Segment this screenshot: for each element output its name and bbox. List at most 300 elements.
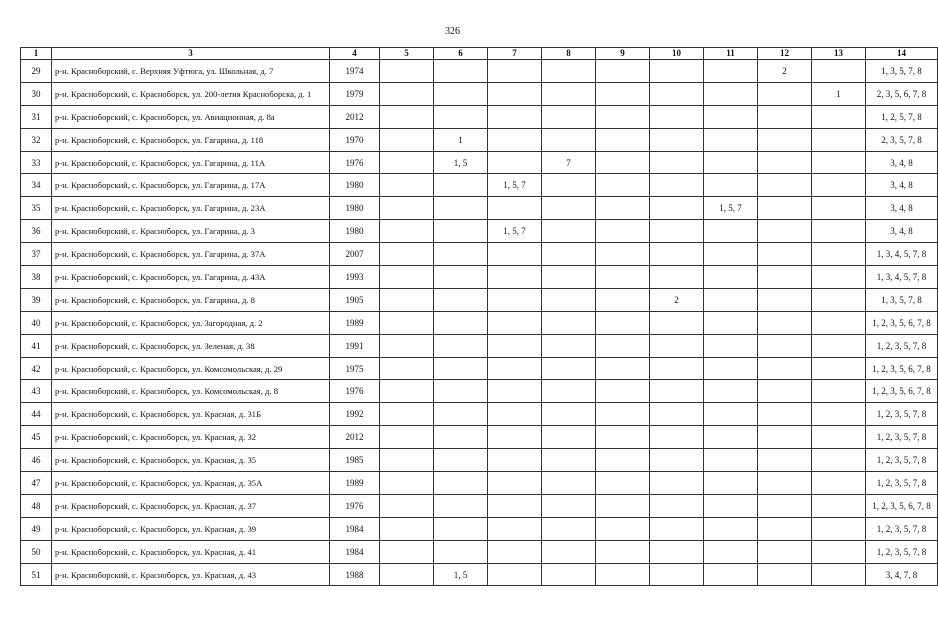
table-row (21, 426, 938, 449)
column-header: 3 (52, 48, 330, 60)
column-14-cell: 1, 2, 3, 5, 6, 7, 8 (866, 357, 938, 380)
column-12-cell (758, 334, 812, 357)
column-9-cell (596, 174, 650, 197)
column-13-cell (812, 60, 866, 83)
column-12-cell (758, 517, 812, 540)
column-9-cell (596, 449, 650, 472)
column-11-cell (704, 82, 758, 105)
row-number-cell: 46 (21, 449, 52, 472)
column-8-cell (542, 494, 596, 517)
column-9-cell (596, 403, 650, 426)
column-7-cell (488, 197, 542, 220)
column-10-cell (650, 403, 704, 426)
column-13-cell (812, 105, 866, 128)
column-6-cell (434, 494, 488, 517)
column-7-cell (488, 334, 542, 357)
column-header: 10 (650, 48, 704, 60)
column-11-cell (704, 128, 758, 151)
column-6-cell (434, 266, 488, 289)
column-6-cell: 1, 5 (434, 563, 488, 586)
address-cell: р-н. Красноборский, с. Красноборск, ул. Красная, д. 41 (52, 540, 330, 563)
year-cell: 1970 (330, 128, 380, 151)
column-13-cell (812, 128, 866, 151)
column-7-cell (488, 472, 542, 495)
column-9-cell (596, 82, 650, 105)
column-9-cell (596, 60, 650, 83)
column-8-cell (542, 128, 596, 151)
column-6-cell (434, 311, 488, 334)
column-13-cell (812, 380, 866, 403)
table-row (21, 311, 938, 334)
column-11-cell (704, 60, 758, 83)
column-7-cell (488, 311, 542, 334)
column-header: 6 (434, 48, 488, 60)
year-cell: 1905 (330, 288, 380, 311)
column-9-cell (596, 357, 650, 380)
column-7-cell (488, 380, 542, 403)
column-5-cell (380, 357, 434, 380)
column-11-cell (704, 357, 758, 380)
column-13-cell (812, 151, 866, 174)
column-11-cell (704, 449, 758, 472)
column-11-cell (704, 334, 758, 357)
column-13-cell (812, 334, 866, 357)
table-body (21, 60, 938, 586)
column-10-cell (650, 82, 704, 105)
year-cell: 2012 (330, 426, 380, 449)
address-cell: р-н. Красноборский, с. Красноборск, ул. Гагарина, д. 11А (52, 151, 330, 174)
column-10-cell (650, 128, 704, 151)
column-10-cell (650, 243, 704, 266)
column-13-cell (812, 494, 866, 517)
page-number: 326 (445, 26, 460, 37)
table-row (21, 494, 938, 517)
row-number-cell: 32 (21, 128, 52, 151)
year-cell: 1984 (330, 540, 380, 563)
column-12-cell (758, 472, 812, 495)
column-14-cell: 3, 4, 8 (866, 197, 938, 220)
column-13-cell (812, 243, 866, 266)
column-header: 4 (330, 48, 380, 60)
column-14-cell: 1, 2, 5, 7, 8 (866, 105, 938, 128)
table-row (21, 288, 938, 311)
column-5-cell (380, 380, 434, 403)
column-14-cell: 3, 4, 8 (866, 151, 938, 174)
column-6-cell (434, 105, 488, 128)
column-13-cell (812, 357, 866, 380)
year-cell: 2007 (330, 243, 380, 266)
year-cell: 1980 (330, 174, 380, 197)
row-number-cell: 50 (21, 540, 52, 563)
column-14-cell: 3, 4, 8 (866, 220, 938, 243)
table-row (21, 197, 938, 220)
column-11-cell (704, 517, 758, 540)
column-6-cell (434, 288, 488, 311)
year-cell: 1976 (330, 151, 380, 174)
column-8-cell (542, 380, 596, 403)
column-9-cell (596, 517, 650, 540)
column-10-cell: 2 (650, 288, 704, 311)
table-row (21, 128, 938, 151)
column-7-cell (488, 151, 542, 174)
column-7-cell (488, 540, 542, 563)
column-12-cell (758, 220, 812, 243)
column-12-cell (758, 540, 812, 563)
column-6-cell (434, 426, 488, 449)
column-5-cell (380, 311, 434, 334)
column-13-cell (812, 517, 866, 540)
address-cell: р-н. Красноборский, с. Красноборск, ул. Гагарина, д. 23А (52, 197, 330, 220)
table-row (21, 334, 938, 357)
column-14-cell: 1, 2, 3, 5, 7, 8 (866, 334, 938, 357)
column-9-cell (596, 220, 650, 243)
column-10-cell (650, 151, 704, 174)
column-8-cell (542, 82, 596, 105)
column-8-cell (542, 243, 596, 266)
row-number-cell: 40 (21, 311, 52, 334)
column-header: 9 (596, 48, 650, 60)
column-7-cell (488, 517, 542, 540)
column-13-cell (812, 472, 866, 495)
table-row (21, 472, 938, 495)
column-11-cell (704, 426, 758, 449)
table-row (21, 82, 938, 105)
column-14-cell: 1, 2, 3, 5, 7, 8 (866, 517, 938, 540)
column-6-cell (434, 357, 488, 380)
column-14-cell: 1, 2, 3, 5, 7, 8 (866, 449, 938, 472)
column-11-cell (704, 243, 758, 266)
column-9-cell (596, 334, 650, 357)
address-cell: р-н. Красноборский, с. Красноборск, ул. Гагарина, д. 17А (52, 174, 330, 197)
year-cell: 1989 (330, 472, 380, 495)
column-12-cell: 2 (758, 60, 812, 83)
column-6-cell (434, 82, 488, 105)
address-cell: р-н. Красноборский, с. Красноборск, ул. Комсомольская, д. 8 (52, 380, 330, 403)
row-number-cell: 38 (21, 266, 52, 289)
table-row (21, 105, 938, 128)
table-row (21, 449, 938, 472)
column-10-cell (650, 563, 704, 586)
column-8-cell (542, 220, 596, 243)
column-9-cell (596, 151, 650, 174)
column-8-cell (542, 563, 596, 586)
column-11-cell (704, 105, 758, 128)
column-12-cell (758, 82, 812, 105)
table-row (21, 60, 938, 83)
year-cell: 1991 (330, 334, 380, 357)
column-10-cell (650, 197, 704, 220)
column-9-cell (596, 380, 650, 403)
column-8-cell: 7 (542, 151, 596, 174)
year-cell: 1985 (330, 449, 380, 472)
table-row (21, 357, 938, 380)
column-14-cell: 3, 4, 8 (866, 174, 938, 197)
column-10-cell (650, 540, 704, 563)
column-13-cell (812, 563, 866, 586)
table-row (21, 540, 938, 563)
column-12-cell (758, 311, 812, 334)
column-14-cell: 3, 4, 7, 8 (866, 563, 938, 586)
column-7-cell (488, 357, 542, 380)
year-cell: 1992 (330, 403, 380, 426)
row-number-cell: 48 (21, 494, 52, 517)
address-cell: р-н. Красноборский, с. Красноборск, ул. Красная, д. 37 (52, 494, 330, 517)
address-cell: р-н. Красноборский, с. Красноборск, ул. Комсомольская, д. 29 (52, 357, 330, 380)
address-cell: р-н. Красноборский, с. Красноборск, ул. Красная, д. 32 (52, 426, 330, 449)
column-14-cell: 2, 3, 5, 6, 7, 8 (866, 82, 938, 105)
year-cell: 1979 (330, 82, 380, 105)
column-5-cell (380, 128, 434, 151)
column-14-cell: 1, 2, 3, 5, 7, 8 (866, 540, 938, 563)
column-5-cell (380, 174, 434, 197)
column-8-cell (542, 334, 596, 357)
column-6-cell (434, 174, 488, 197)
column-11-cell (704, 311, 758, 334)
column-5-cell (380, 151, 434, 174)
row-number-cell: 33 (21, 151, 52, 174)
column-8-cell (542, 472, 596, 495)
column-11-cell: 1, 5, 7 (704, 197, 758, 220)
column-10-cell (650, 449, 704, 472)
column-6-cell (434, 403, 488, 426)
column-13-cell (812, 220, 866, 243)
column-14-cell: 1, 3, 5, 7, 8 (866, 60, 938, 83)
column-9-cell (596, 311, 650, 334)
row-number-cell: 49 (21, 517, 52, 540)
column-header: 5 (380, 48, 434, 60)
column-5-cell (380, 266, 434, 289)
column-7-cell (488, 403, 542, 426)
row-number-cell: 41 (21, 334, 52, 357)
header-row (21, 48, 938, 60)
column-12-cell (758, 403, 812, 426)
address-cell: р-н. Красноборский, с. Красноборск, ул. Авиационная, д. 8а (52, 105, 330, 128)
row-number-cell: 30 (21, 82, 52, 105)
column-11-cell (704, 288, 758, 311)
column-7-cell (488, 82, 542, 105)
table-row (21, 266, 938, 289)
column-9-cell (596, 128, 650, 151)
column-12-cell (758, 243, 812, 266)
column-12-cell (758, 426, 812, 449)
column-5-cell (380, 105, 434, 128)
column-10-cell (650, 357, 704, 380)
column-8-cell (542, 311, 596, 334)
column-12-cell (758, 174, 812, 197)
table-row (21, 403, 938, 426)
column-13-cell (812, 174, 866, 197)
row-number-cell: 47 (21, 472, 52, 495)
column-6-cell (434, 472, 488, 495)
column-8-cell (542, 174, 596, 197)
column-header: 11 (704, 48, 758, 60)
table-row (21, 151, 938, 174)
column-6-cell (434, 197, 488, 220)
column-7-cell (488, 563, 542, 586)
address-cell: р-н. Красноборский, с. Красноборск, ул. Красная, д. 31Б (52, 403, 330, 426)
column-8-cell (542, 449, 596, 472)
column-14-cell: 1, 2, 3, 5, 7, 8 (866, 403, 938, 426)
column-13-cell (812, 426, 866, 449)
address-cell: р-н. Красноборский, с. Красноборск, ул. Гагарина, д. 43А (52, 266, 330, 289)
column-13-cell: 1 (812, 82, 866, 105)
column-7-cell (488, 494, 542, 517)
column-10-cell (650, 380, 704, 403)
column-6-cell (434, 243, 488, 266)
column-9-cell (596, 472, 650, 495)
row-number-cell: 44 (21, 403, 52, 426)
column-7-cell: 1, 5, 7 (488, 174, 542, 197)
column-header: 7 (488, 48, 542, 60)
column-5-cell (380, 288, 434, 311)
column-header: 12 (758, 48, 812, 60)
year-cell: 1984 (330, 517, 380, 540)
column-5-cell (380, 472, 434, 495)
column-8-cell (542, 426, 596, 449)
column-6-cell (434, 517, 488, 540)
column-13-cell (812, 197, 866, 220)
row-number-cell: 29 (21, 60, 52, 83)
column-8-cell (542, 197, 596, 220)
column-10-cell (650, 311, 704, 334)
column-14-cell: 1, 2, 3, 5, 6, 7, 8 (866, 311, 938, 334)
year-cell: 1989 (330, 311, 380, 334)
column-11-cell (704, 220, 758, 243)
column-6-cell (434, 449, 488, 472)
column-10-cell (650, 266, 704, 289)
column-10-cell (650, 105, 704, 128)
column-7-cell: 1, 5, 7 (488, 220, 542, 243)
column-8-cell (542, 60, 596, 83)
column-7-cell (488, 266, 542, 289)
row-number-cell: 37 (21, 243, 52, 266)
column-12-cell (758, 449, 812, 472)
column-5-cell (380, 243, 434, 266)
column-12-cell (758, 151, 812, 174)
column-10-cell (650, 494, 704, 517)
column-5-cell (380, 449, 434, 472)
address-cell: р-н. Красноборский, с. Красноборск, ул. Красная, д. 35А (52, 472, 330, 495)
column-9-cell (596, 243, 650, 266)
column-6-cell (434, 60, 488, 83)
column-11-cell (704, 266, 758, 289)
column-12-cell (758, 563, 812, 586)
column-8-cell (542, 517, 596, 540)
address-cell: р-н. Красноборский, с. Красноборск, ул. Гагарина, д. 37А (52, 243, 330, 266)
column-14-cell: 1, 2, 3, 5, 7, 8 (866, 472, 938, 495)
column-9-cell (596, 563, 650, 586)
row-number-cell: 36 (21, 220, 52, 243)
column-11-cell (704, 540, 758, 563)
column-7-cell (488, 243, 542, 266)
column-10-cell (650, 517, 704, 540)
column-6-cell (434, 334, 488, 357)
column-5-cell (380, 517, 434, 540)
column-8-cell (542, 540, 596, 563)
address-cell: р-н. Красноборский, с. Красноборск, ул. Красная, д. 35 (52, 449, 330, 472)
column-10-cell (650, 60, 704, 83)
address-cell: р-н. Красноборский, с. Красноборск, ул. Красная, д. 43 (52, 563, 330, 586)
column-13-cell (812, 449, 866, 472)
row-number-cell: 43 (21, 380, 52, 403)
column-header: 13 (812, 48, 866, 60)
column-8-cell (542, 357, 596, 380)
column-6-cell: 1 (434, 128, 488, 151)
column-10-cell (650, 334, 704, 357)
column-12-cell (758, 197, 812, 220)
column-5-cell (380, 334, 434, 357)
column-5-cell (380, 494, 434, 517)
column-11-cell (704, 174, 758, 197)
table-row (21, 517, 938, 540)
column-13-cell (812, 288, 866, 311)
table-row (21, 220, 938, 243)
column-14-cell: 1, 2, 3, 5, 6, 7, 8 (866, 494, 938, 517)
column-9-cell (596, 288, 650, 311)
address-cell: р-н. Красноборский, с. Красноборск, ул. Гагарина, д. 8 (52, 288, 330, 311)
column-12-cell (758, 357, 812, 380)
column-header: 14 (866, 48, 938, 60)
column-header: 8 (542, 48, 596, 60)
year-cell: 1980 (330, 220, 380, 243)
table-row (21, 563, 938, 586)
column-7-cell (488, 288, 542, 311)
column-14-cell: 2, 3, 5, 7, 8 (866, 128, 938, 151)
address-cell: р-н. Красноборский, с. Красноборск, ул. Гагарина, д. 3 (52, 220, 330, 243)
row-number-cell: 35 (21, 197, 52, 220)
column-11-cell (704, 494, 758, 517)
year-cell: 1976 (330, 494, 380, 517)
column-5-cell (380, 197, 434, 220)
column-9-cell (596, 105, 650, 128)
row-number-cell: 39 (21, 288, 52, 311)
column-13-cell (812, 540, 866, 563)
column-10-cell (650, 426, 704, 449)
year-cell: 2012 (330, 105, 380, 128)
row-number-cell: 51 (21, 563, 52, 586)
column-14-cell: 1, 3, 4, 5, 7, 8 (866, 266, 938, 289)
column-11-cell (704, 403, 758, 426)
column-12-cell (758, 380, 812, 403)
column-9-cell (596, 426, 650, 449)
column-12-cell (758, 105, 812, 128)
column-12-cell (758, 288, 812, 311)
column-11-cell (704, 380, 758, 403)
column-13-cell (812, 266, 866, 289)
column-5-cell (380, 426, 434, 449)
column-11-cell (704, 151, 758, 174)
column-6-cell: 1, 5 (434, 151, 488, 174)
column-13-cell (812, 403, 866, 426)
address-cell: р-н. Красноборский, с. Красноборск, ул. Красная, д. 39 (52, 517, 330, 540)
year-cell: 1988 (330, 563, 380, 586)
column-10-cell (650, 174, 704, 197)
column-14-cell: 1, 2, 3, 5, 7, 8 (866, 426, 938, 449)
column-9-cell (596, 494, 650, 517)
column-7-cell (488, 426, 542, 449)
column-5-cell (380, 220, 434, 243)
year-cell: 1975 (330, 357, 380, 380)
column-8-cell (542, 105, 596, 128)
table-header (21, 48, 938, 60)
column-header: 1 (21, 48, 52, 60)
column-7-cell (488, 60, 542, 83)
data-table (20, 47, 938, 586)
column-5-cell (380, 60, 434, 83)
column-11-cell (704, 563, 758, 586)
table-row (21, 243, 938, 266)
column-10-cell (650, 220, 704, 243)
